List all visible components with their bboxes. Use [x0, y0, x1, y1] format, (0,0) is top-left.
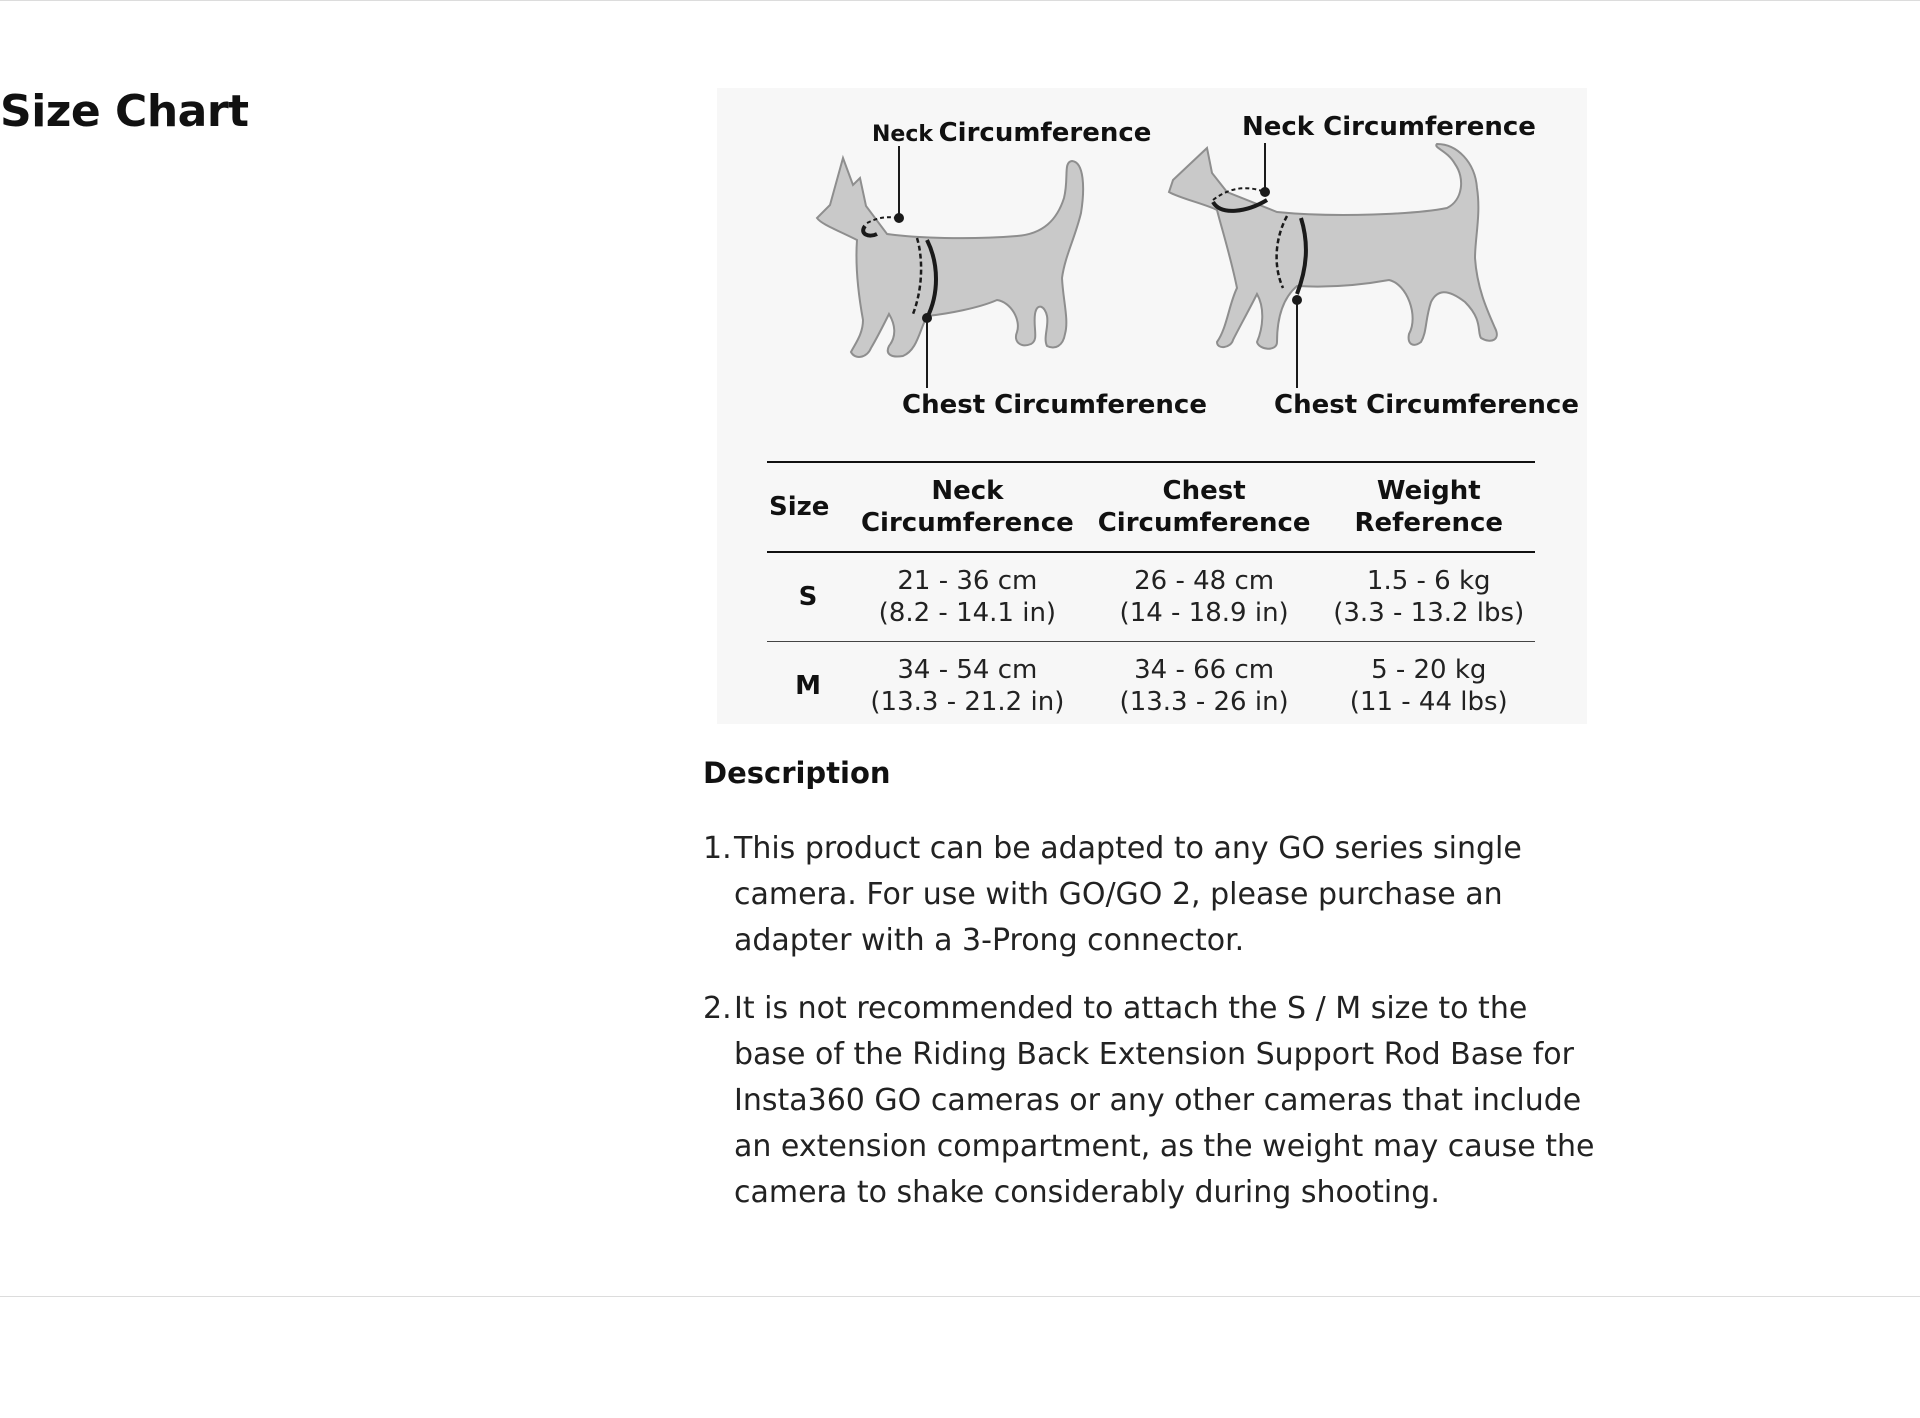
bottom-divider [0, 1296, 1920, 1297]
size-cell: S [798, 582, 818, 612]
table-row [767, 552, 1535, 642]
cat-chest-label: Chest Circumference [902, 390, 1207, 420]
top-divider [0, 0, 1920, 1]
header-neck: Neck Circumference [860, 476, 1074, 538]
list-item [703, 826, 1603, 964]
neck-cell: 21 - 36 cm (8.2 - 14.1 in) [878, 566, 1057, 628]
cat-silhouette-icon [817, 146, 1083, 388]
weight-cell: 1.5 - 6 kg (3.3 - 13.2 lbs) [1333, 566, 1525, 628]
header-size: Size [769, 492, 830, 522]
list-item-text: This product can be adapted to any GO series single camera. For use with GO/GO 2, please purchase an adapter with a 3-Prong connector. [734, 831, 1522, 958]
section-title: Size Chart [0, 86, 249, 137]
list-item [703, 986, 1603, 1216]
description-title: Description [703, 756, 891, 790]
header-chest: Chest Circumference [1097, 476, 1311, 538]
dog-silhouette-icon [1169, 143, 1497, 388]
size-cell: M [795, 671, 821, 701]
dog-neck-label: Neck Circumference [1242, 112, 1536, 142]
size-table [767, 461, 1535, 730]
list-item-number: 2. [703, 991, 732, 1026]
header-weight: Weight Reference [1354, 476, 1504, 538]
table-header-row [767, 462, 1535, 552]
weight-cell: 5 - 20 kg (11 - 44 lbs) [1349, 655, 1508, 717]
dog-chest-label: Chest Circumference [1274, 390, 1579, 420]
cat-neck-label: Neck Circumference [872, 118, 1152, 148]
list-item-text: It is not recommended to attach the S / M size to the base of the Riding Back Extension Support Rod Base for Insta360 GO cameras or any other cameras that include an extension compartment, as the weight may cause the camera to shake considerably during shooting. [734, 991, 1595, 1210]
table-row [767, 642, 1535, 731]
description-list [703, 826, 1603, 1238]
neck-cell: 34 - 54 cm (13.3 - 21.2 in) [870, 655, 1065, 717]
list-item-number: 1. [703, 831, 732, 866]
chest-cell: 34 - 66 cm (13.3 - 26 in) [1119, 655, 1289, 717]
chest-cell: 26 - 48 cm (14 - 18.9 in) [1119, 566, 1289, 628]
size-chart-image [717, 88, 1587, 724]
